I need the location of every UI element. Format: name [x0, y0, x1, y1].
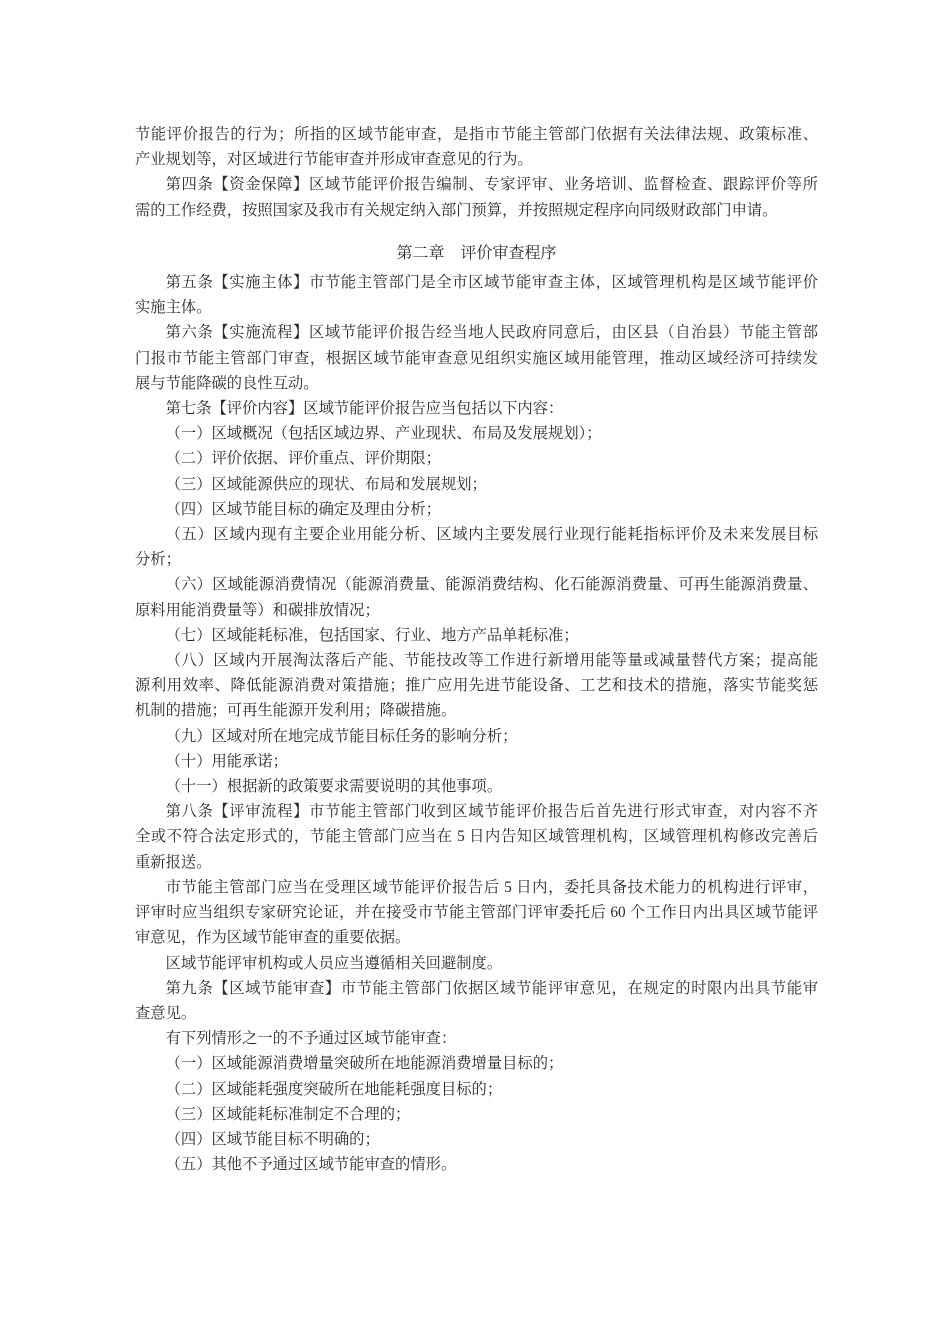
text-line: 重新报送。	[135, 853, 212, 871]
text-line: 有下列情形之一的不予通过区域节能审查：	[165, 1030, 457, 1048]
text-line: 产业规划等，对区域进行节能审查并形成审查意见的行为。	[135, 151, 533, 169]
text-line: 实施主体。	[135, 299, 212, 317]
document-page	[135, 122, 818, 1177]
text-line: 市节能主管部门应当在受理区域节能评价报告后 5 日内，委托具备技术能力的机构进行评审，	[165, 878, 818, 896]
text-line: （二）区域能耗强度突破所在地能耗强度目标的；	[165, 1080, 503, 1098]
text-line: 区域节能评审机构或人员应当遵循相关回避制度。	[165, 954, 503, 972]
text-line: 分析；	[135, 551, 181, 569]
text-line: 节能评价报告的行为；所指的区域节能审查，是指市节能主管部门依据有关法律法规、政策标准、	[135, 126, 818, 143]
text-line: （四）区域节能目标不明确的；	[165, 1130, 380, 1148]
text-line: 全或不符合法定形式的，节能主管部门应当在 5 日内告知区域管理机构，区域管理机构修改完善后	[135, 828, 818, 846]
text-line: 门报市节能主管部门审查，根据区域节能审查意见组织实施区域用能管理，推动区域经济可持续发	[135, 349, 818, 367]
text-line: （四）区域节能目标的确定及理由分析；	[165, 500, 441, 518]
text-line: 第五条【实施主体】市节能主管部门是全市区域节能审查主体，区域管理机构是区域节能评价	[165, 274, 818, 292]
text-line: （七）区域能耗标准，包括国家、行业、地方产品单耗标准；	[165, 626, 579, 644]
text-line: （八）区域内开展淘汰落后产能、节能技改等工作进行新增用能等量或减量替代方案；提高能	[165, 652, 818, 670]
text-line: 源利用效率、降低能源消费对策措施；推广应用先进节能设备、工艺和技术的措施，落实节能奖惩	[135, 677, 818, 695]
text-line: 第四条【资金保障】区域节能评价报告编制、专家评审、业务培训、监督检查、跟踪评价等所	[165, 176, 818, 194]
text-line: （三）区域能源供应的现状、布局和发展规划；	[165, 475, 487, 493]
text-line: 审意见，作为区域节能审查的重要依据。	[135, 929, 411, 947]
text-line: 评审时应当组织专家研究论证，并在接受市节能主管部门评审委托后 60 个工作日内出具区域节能评	[135, 904, 818, 922]
text-line: （二）评价依据、评价重点、评价期限；	[165, 450, 441, 468]
text-line: （三）区域能耗标准制定不合理的；	[165, 1105, 411, 1123]
text-line: （十一）根据新的政策要求需要说明的其他事项。	[165, 778, 503, 796]
text-line: 原料用能消费量等）和碳排放情况；	[135, 601, 380, 619]
text-line: 第八条【评审流程】市节能主管部门收到区域节能评价报告后首先进行形式审查，对内容不齐	[165, 803, 818, 821]
text-line: （六）区域能源消费情况（能源消费量、能源消费结构、化石能源消费量、可再生能源消费量、	[165, 576, 818, 594]
text-line: （五）区域内现有主要企业用能分析、区域内主要发展行业现行能耗指标评价及未来发展目标	[165, 526, 818, 544]
text-line: （十）用能承诺；	[165, 752, 288, 770]
text-line: 机制的措施；可再生能源开发利用；降碳措施。	[135, 702, 457, 720]
chapter-heading: 第二章 评价审查程序	[396, 244, 557, 262]
text-line: 查意见。	[135, 1004, 197, 1022]
text-line: （一）区域概况（包括区域边界、产业现状、布局及发展规划）；	[165, 425, 602, 443]
text-line: 第九条【区域节能审查】市节能主管部门依据区域节能评审意见，在规定的时限内出具节能审	[165, 979, 818, 997]
text-line: 第七条【评价内容】区域节能评价报告应当包括以下内容：	[165, 400, 564, 418]
text-line: 第六条【实施流程】区域节能评价报告经当地人民政府同意后，由区县（自治县）节能主管部	[165, 324, 818, 342]
text-line: 展与节能降碳的良性互动。	[135, 374, 319, 392]
text-line: （九）区域对所在地完成节能目标任务的影响分析；	[165, 727, 518, 745]
text-line: （五）其他不予通过区域节能审查的情形。	[165, 1156, 457, 1174]
text-line: 需的工作经费，按照国家及我市有关规定纳入部门预算，并按照规定程序向同级财政部门申请。	[135, 201, 778, 219]
text-line: （一）区域能源消费增量突破所在地能源消费增量目标的；	[165, 1055, 564, 1073]
